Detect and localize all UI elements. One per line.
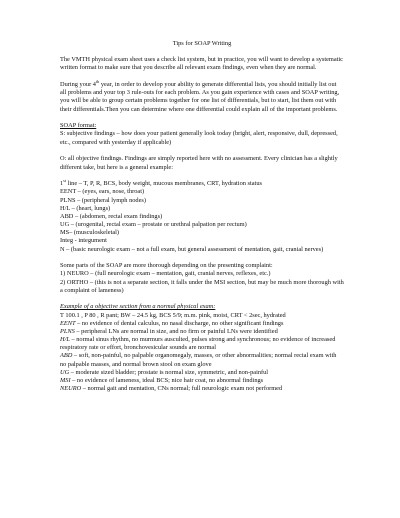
example-label: EENT xyxy=(60,319,76,327)
para2-text-start: During your 4 xyxy=(60,81,96,89)
document-title: Tips for SOAP Writing xyxy=(172,40,232,47)
example-text: – no evidence of dental calculus, no nasal discharge, no other significant findings xyxy=(75,319,284,327)
system-item-neuro: N – (basic neurologic exam – not a full exam, but general assessment of mentation, gait, cranial nerves) xyxy=(60,245,324,253)
thorough-intro: Some parts of the SOAP are more thorough depending on the presenting complaint: xyxy=(60,262,273,270)
system-item-hl: H/L – (heart, lungs) xyxy=(60,204,111,212)
example-item-neuro xyxy=(60,385,344,393)
system-item-abd: ABD – (abdomen, rectal exam findings) xyxy=(60,212,163,220)
soap-objective: O: all objective findings. Findings are simply reported here with no assessment. Every clinician has a slightly different take, but here is a general example: xyxy=(60,155,338,171)
example-text: – moderate sized bladder; prostate is normal size, symmetric, and non-painful xyxy=(69,368,269,376)
example-text: – peripheral LNs are normal in size, and no firm or painful LNs were identified xyxy=(74,327,278,335)
para2-superscript: th xyxy=(95,78,100,84)
example-label: ABD xyxy=(60,352,73,360)
system-item-ug: UG – (urogenital, rectal exam – prostate or urethral palpation per rectum) xyxy=(60,221,247,229)
example-text: – no evidence of lameness, ideal BCS; nice hair coat, no abnormal findings xyxy=(70,376,264,384)
example-label: NEURO xyxy=(60,385,82,393)
example-text: – soft, non-painful, no palpable organomegaly, masses, or other abnormalities; normal rectal exam with no palpable masses, and normal brown stool on exam glove xyxy=(60,352,337,368)
thorough-item-neuro: 1) NEURO – (full neurologic exam – mentation, gait, cranial nerves, reflexes, etc.) xyxy=(60,270,271,278)
first-line-item xyxy=(60,180,344,188)
example-item-eent xyxy=(60,320,344,328)
example-item-msi xyxy=(60,377,344,385)
system-item-eent: EENT – (eyes, ears, nose, throat) xyxy=(60,188,145,196)
thorough-item-ortho: 2) ORTHO – (this is not a separate section, it falls under the MSI section, but may be much more thorough with a complaint of lameness) xyxy=(60,278,344,294)
soap-subjective: S: subjective findings – how does your patient generally look today (bright, alert, responsive, dull, depressed, etc., compared with yesterday if applicable) xyxy=(60,130,338,146)
example-label: PLNS xyxy=(60,327,75,335)
soap-format-section xyxy=(60,122,344,146)
example-item-abd xyxy=(60,352,344,368)
example-vitals: T 100.1 , P 80 , R pant; BW – 24.5 kg, BCS 5/9; m.m. pink, moist, CRT < 2sec, hydrated xyxy=(60,311,286,319)
example-item-ug xyxy=(60,369,344,377)
example-item-plns xyxy=(60,328,344,336)
example-label: H/L xyxy=(60,336,70,344)
example-label: MSI xyxy=(60,376,71,384)
example-section xyxy=(60,303,344,393)
first-line-superscript: st xyxy=(63,178,67,184)
example-text: – normal sinus rhythm, no murmurs ausculted, pulses strong and synchronous; no evidence of increased respiratory rate or effort, bronchovesicular sounds are normal xyxy=(60,336,336,352)
soap-format-heading: SOAP format: xyxy=(60,122,97,130)
first-line-prefix: 1 xyxy=(60,180,64,188)
first-line-rest: line – T, P, R, BCS, body weight, mucous membranes, CRT, hydration status xyxy=(66,180,262,188)
example-heading: Example of a objective section from a normal physical exam: xyxy=(60,303,216,311)
para2-text-rest: year, in order to develop your ability to generate differential lists, you should initially list out all problems and your top 3 rule-outs for each problem. As you gain experience with cases and SOAP writing, you will be able to group certain problems together for one list of differentials, but to start, list them out with their differentials.Then you can determine where one differential could explain all of the important problems. xyxy=(60,81,340,113)
example-label: UG xyxy=(60,368,70,376)
differentials-paragraph xyxy=(60,78,344,114)
intro-paragraph: The VMTH physical exam sheet uses a check list system, but in practice, you will want to develop a systematic written format to make sure that you describe all relevant exam findings, even when they are normal. xyxy=(60,56,343,72)
objective-systems-list xyxy=(60,180,344,253)
system-item-ms: MS– (musculoskeletal) xyxy=(60,229,120,237)
system-item-plns: PLNS – (peripheral lymph nodes) xyxy=(60,196,146,204)
example-item-hl xyxy=(60,336,344,352)
thorough-section xyxy=(60,262,344,295)
system-item-integ: Integ - integument xyxy=(60,237,107,245)
example-text: – normal gait and mentation, CNs normal; full neurologic exam not performed xyxy=(81,385,283,393)
